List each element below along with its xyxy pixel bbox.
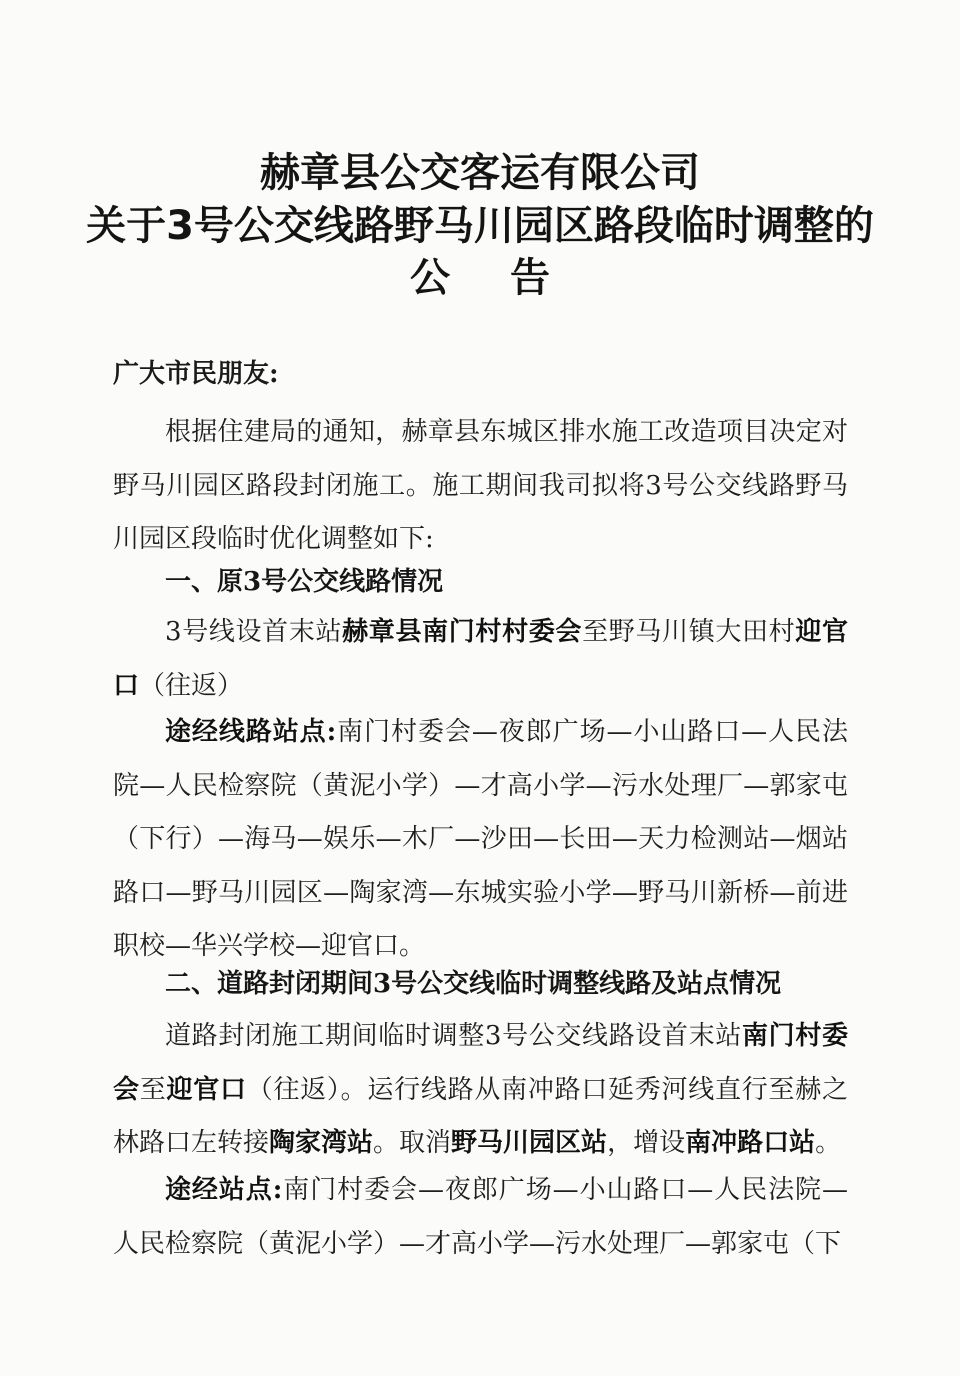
- adjust-add-text: ，增设: [607, 1128, 686, 1158]
- route-end-stop: 迎官口: [113, 617, 848, 701]
- section2-heading: 二、道路封闭期间3号公交线临时调整线路及站点情况: [165, 969, 782, 999]
- section1-stops-paragraph: [113, 706, 848, 974]
- title-company: 赫章县公交客运有限公司: [260, 150, 700, 196]
- section1-heading: 一、原3号公交线路情况: [165, 567, 444, 597]
- route-middle: 至野马川镇大田村: [582, 617, 796, 647]
- adjust-end-punct: 。: [815, 1128, 842, 1158]
- adjust-cancel-text: 。取消: [373, 1128, 452, 1158]
- adjust-end-stop: 迎官口: [166, 1074, 247, 1105]
- adjust-start-stop: 南门村委会: [113, 1021, 848, 1105]
- adjust-cancelled-stop: 野马川园区站: [451, 1128, 608, 1158]
- stops-list: 南门村委会—夜郎广场—小山路口—人民法院—人民检察院（黄泥小学）—才高小学—污水处理厂—郭家屯（下行）—海马—娱乐—木厂—沙田—长田—天力检测站—烟站路口—野马川园区—陶家湾—东城实验小学—野马川新桥—前进职校—华兴学校—迎官口。: [113, 717, 848, 961]
- salutation: 广大市民朋友:: [113, 359, 279, 389]
- stops2-label: 途经站点:: [165, 1175, 283, 1205]
- section1-route-paragraph: [113, 606, 848, 713]
- title-subject: 关于3号公交线路野马川园区路段临时调整的: [86, 203, 874, 249]
- stops-label: 途经线路站点:: [165, 717, 337, 747]
- section2-stops-paragraph: [113, 1164, 848, 1271]
- section2-adjust-paragraph: [113, 1010, 848, 1171]
- adjust-route-desc: （往返）。运行线路从南冲路口延秀河线直行至赫之林路口左转接: [113, 1074, 848, 1158]
- adjust-to: 至: [139, 1074, 167, 1105]
- adjust-join-stop: 陶家湾站: [269, 1128, 374, 1158]
- title-notice: 公告: [410, 255, 610, 301]
- stops2-list: 南门村委会—夜郎广场—小山路口—人民法院—人民检察院（黄泥小学）—才高小学—污水处理厂—郭家屯（下: [113, 1175, 848, 1259]
- adjust-prefix: 道路封闭施工期间临时调整3号公交线路设首末站: [165, 1021, 743, 1051]
- adjust-added-stop: 南冲路口站: [685, 1128, 816, 1158]
- route-suffix: （往返）: [139, 670, 244, 701]
- route-start-stop: 赫章县南门村村委会: [342, 617, 583, 647]
- route-prefix: 3号线设首末站: [165, 617, 343, 647]
- intro-paragraph: 根据住建局的通知，赫章县东城区排水施工改造项目决定对野马川园区路段封闭施工。施工期间我司拟将3号公交线路野马川园区段临时优化调整如下:: [113, 417, 848, 554]
